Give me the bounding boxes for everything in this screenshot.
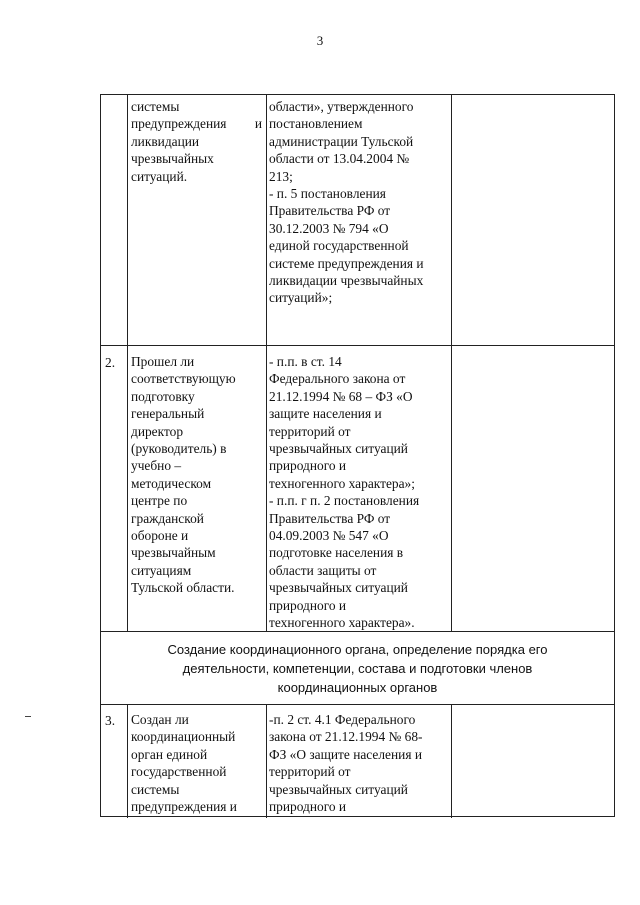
section-heading-line: Создание координационного органа, определение порядка его bbox=[167, 642, 548, 657]
question-line: чрезвычайных bbox=[131, 151, 214, 167]
question-line: учебно – bbox=[131, 458, 182, 474]
question-line: ликвидации bbox=[131, 133, 200, 149]
question-cell bbox=[131, 98, 262, 185]
question-line: Прошел ли bbox=[131, 354, 195, 369]
question-cell bbox=[131, 711, 262, 815]
question-line: государственной bbox=[131, 764, 227, 780]
basis-line: чрезвычайных ситуаций bbox=[269, 781, 408, 797]
basis-line: подготовке населения в bbox=[269, 545, 404, 561]
basis-line: области», утвержденного bbox=[269, 99, 414, 114]
basis-line: 21.12.1994 № 68 – ФЗ «О bbox=[269, 388, 413, 404]
basis-line: администрации Тульской bbox=[269, 133, 414, 149]
basis-line: 04.09.2003 № 547 «О bbox=[269, 528, 389, 544]
basis-line: - п. 5 постановления bbox=[269, 186, 386, 202]
basis-line: защите населения и bbox=[269, 406, 382, 422]
question-line: (руководитель) в bbox=[131, 441, 227, 457]
basis-line: территорий от bbox=[269, 423, 351, 439]
basis-line: природного и bbox=[269, 597, 347, 613]
basis-line: ситуаций»; bbox=[269, 290, 333, 306]
question-line: гражданской bbox=[131, 510, 204, 526]
question-line: предупреждения и bbox=[131, 116, 262, 132]
basis-line: техногенного характера»; bbox=[269, 475, 415, 491]
question-line: соответствующую bbox=[131, 371, 236, 387]
question-line: чрезвычайным bbox=[131, 545, 216, 561]
basis-line: 30.12.2003 № 794 «О bbox=[269, 220, 389, 236]
question-line: Создан ли bbox=[131, 712, 189, 727]
basis-line: единой государственной bbox=[269, 238, 409, 254]
basis-line: -п. 2 ст. 4.1 Федерального bbox=[269, 712, 416, 727]
basis-line: - п.п. в ст. 14 bbox=[269, 354, 342, 369]
basis-line: природного и bbox=[269, 799, 347, 815]
column-border-3 bbox=[451, 95, 452, 631]
section-heading-line: координационных органов bbox=[277, 680, 438, 695]
basis-line: - п.п. г п. 2 постановления bbox=[269, 493, 420, 509]
basis-line: территорий от bbox=[269, 764, 351, 780]
question-line: координационный bbox=[131, 729, 236, 745]
question-line: ситуациям bbox=[131, 562, 192, 578]
column-border-1 bbox=[127, 95, 128, 631]
margin-mark bbox=[25, 716, 31, 717]
basis-line: области защиты от bbox=[269, 562, 377, 578]
section-heading-line: деятельности, компетенции, состава и подготовки членов bbox=[182, 661, 533, 676]
basis-line: Правительства РФ от bbox=[269, 203, 391, 219]
question-cell bbox=[131, 353, 262, 597]
question-line: предупреждения и bbox=[131, 799, 237, 815]
question-line: ситуаций. bbox=[131, 168, 188, 184]
basis-line: системе предупреждения и bbox=[269, 255, 424, 271]
basis-line: ликвидации чрезвычайных bbox=[269, 273, 424, 289]
question-line: обороне и bbox=[131, 528, 189, 544]
question-line: системы bbox=[131, 99, 180, 114]
question-line: Тульской области. bbox=[131, 580, 235, 596]
legal-basis-cell bbox=[269, 98, 447, 307]
question-line: орган единой bbox=[131, 746, 208, 762]
basis-line: Правительства РФ от bbox=[269, 510, 391, 526]
page-number: 3 bbox=[316, 33, 324, 48]
row-number: 2. bbox=[105, 355, 116, 370]
row-border-3 bbox=[101, 704, 614, 705]
column-border-1b bbox=[127, 704, 128, 818]
question-line: подготовку bbox=[131, 388, 195, 404]
basis-line: чрезвычайных ситуаций bbox=[269, 580, 408, 596]
legal-basis-cell bbox=[269, 353, 447, 632]
question-line: методическом bbox=[131, 475, 212, 491]
column-border-3b bbox=[451, 704, 452, 818]
basis-line: ФЗ «О защите населения и bbox=[269, 746, 422, 762]
row-border-1 bbox=[101, 345, 614, 346]
basis-line: чрезвычайных ситуаций bbox=[269, 441, 408, 457]
basis-line: области от 13.04.2004 № bbox=[269, 151, 410, 167]
basis-line: 213; bbox=[269, 168, 293, 184]
basis-line: природного и bbox=[269, 458, 347, 474]
row-number: 3. bbox=[105, 713, 116, 728]
requirements-table bbox=[100, 94, 615, 817]
section-heading bbox=[101, 640, 614, 697]
question-line: директор bbox=[131, 423, 184, 439]
question-line: системы bbox=[131, 781, 180, 797]
question-line: генеральный bbox=[131, 406, 205, 422]
basis-line: постановлением bbox=[269, 116, 363, 132]
basis-line: закона от 21.12.1994 № 68- bbox=[269, 729, 423, 745]
basis-line: техногенного характера». bbox=[269, 615, 415, 631]
column-border-2b bbox=[266, 704, 267, 818]
column-border-2 bbox=[266, 95, 267, 631]
question-line: центре по bbox=[131, 493, 188, 509]
legal-basis-cell bbox=[269, 711, 447, 815]
basis-line: Федерального закона от bbox=[269, 371, 406, 387]
